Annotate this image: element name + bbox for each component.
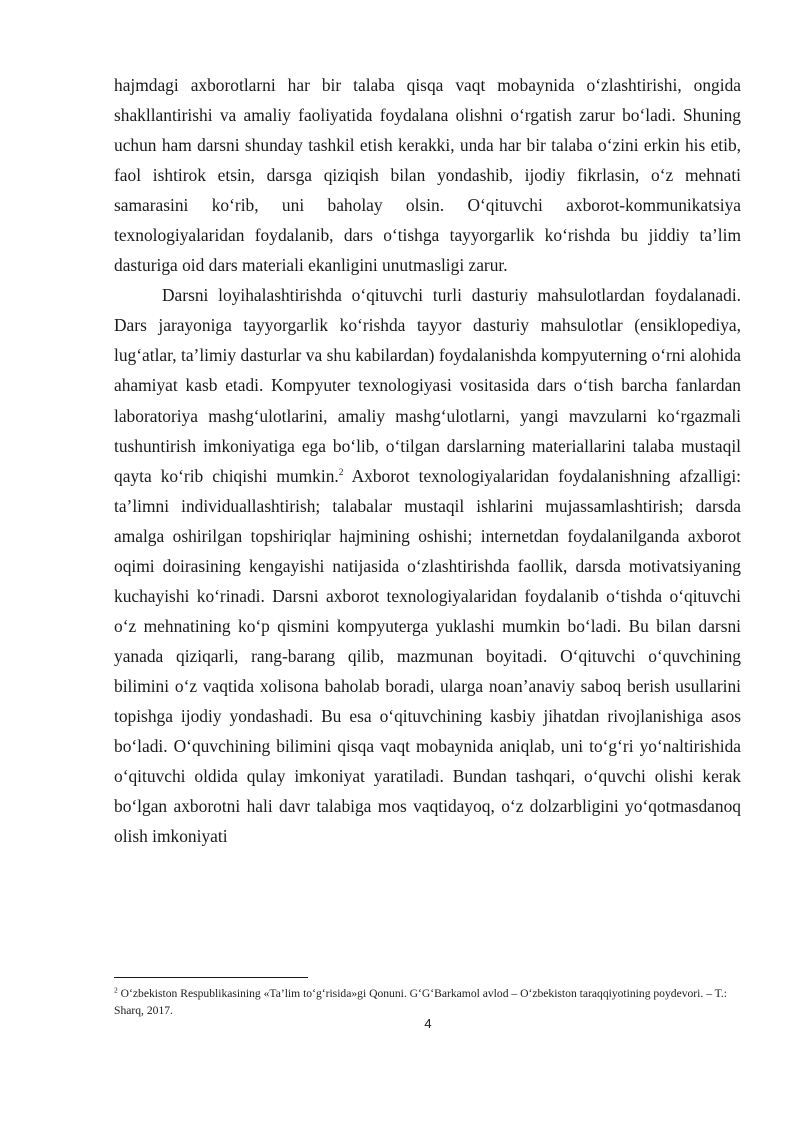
- body-text: [114, 70, 741, 851]
- footnote: [114, 985, 741, 1019]
- paragraph-2-text: Darsni loyihalashtirishda o‘qituvchi turli dasturiy mahsulotlardan foydalanadi. Dars jarayoniga tayyorgarlik ko‘rishda tayyor dasturiy mahsulotlar (ensiklopediya, lug‘atlar, ta’limiy dasturlar va shu kabilardan) foydalanishda kompyuterning o‘rni alohida ahamiyat kasb etadi. Kompyuter texnologiyasi vositasida dars o‘tish barcha fanlardan laboratoriya mashg‘ulotlarini, amaliy mashg‘ulotlarni, yangi mavzularni ko‘rgazmali tushuntirish imkoniyatiga ega bo‘lib, o‘tilgan darslarning materiallarini talaba mustaqil qayta ko‘rib chiqishi mumkin.: [114, 285, 741, 486]
- footnote-text: O‘zbekiston Respublikasining «Ta’lim to‘g‘risida»gi Qonuni. G‘G‘Barkamol avlod – O‘zbekiston taraqqiyotining poydevori. – T.: Sharq, 2017.: [114, 987, 728, 1017]
- footnote-number: 2: [114, 985, 118, 995]
- footnote-reference[interactable]: 2: [338, 467, 344, 478]
- paragraph-2: [114, 280, 741, 851]
- paragraph-1: hajmdagi axborotlarni har bir talaba qisqa vaqt mobaynida o‘zlashtirishi, ongida shakllantirishi va amaliy faoliyatida foydalana olishni o‘rgatish zarur bo‘ladi. Shuning uchun ham darsni shunday tashkil etish kerakki, unda har bir talaba o‘zini erkin his etib, faol ishtirok etsin, darsga qiziqish bilan yondashib, ijodiy fikrlasin, o‘z mehnati samarasini ko‘rib, uni baholay olsin. O‘qituvchi axborot-kommunikatsiya texnologiyalaridan foydalanib, dars o‘tishga tayyorgarlik ko‘rishda bu jiddiy ta’lim dasturiga oid dars materiali ekanligini unutmasligi zarur.: [114, 75, 741, 276]
- paragraph-2-text-continued: Axborot texnologiyalaridan foydalanishning afzalligi: ta’limni individuallashtirish; talabalar mustaqil ishlarini mujassamlashtirish; darsda amalga oshirilgan topshiriqlar hajmining oshishi; internetdan foydalanilganda axborot oqimi doirasining kengayishi natijasida o‘zlashtirishda faollik, darsda motivatsiyaning kuchayishi ko‘rinadi. Darsni axborot texnologiyalaridan foydalanib o‘tishda o‘qituvchi o‘z mehnatining ko‘p qismini kompyuterga yuklashi mumkin bo‘ladi. Bu bilan darsni yanada qiziqarli, rang-barang qilib, mazmunan boyitadi. O‘qituvchi o‘quvchining bilimini o‘z vaqtida xolisona baholab boradi, ularga noan’anaviy saboq berish usullarini topishga ijodiy yondashadi. Bu esa o‘qituvchining kasbiy jihatdan rivojlanishiga asos bo‘ladi. O‘quvchining bilimini qisqa vaqt mobaynida aniqlab, uni to‘g‘ri yo‘naltirishida o‘qituvchi oldida qulay imkoniyat yaratiladi. Bundan tashqari, o‘quvchi olishi kerak bo‘lgan axborotni hali davr talabiga mos vaqtidayoq, o‘z dolzarbligini yo‘qotmasdanoq olish imkoniyati: [114, 465, 742, 847]
- page-number: 4: [424, 1016, 432, 1031]
- footnote-separator: [114, 977, 308, 978]
